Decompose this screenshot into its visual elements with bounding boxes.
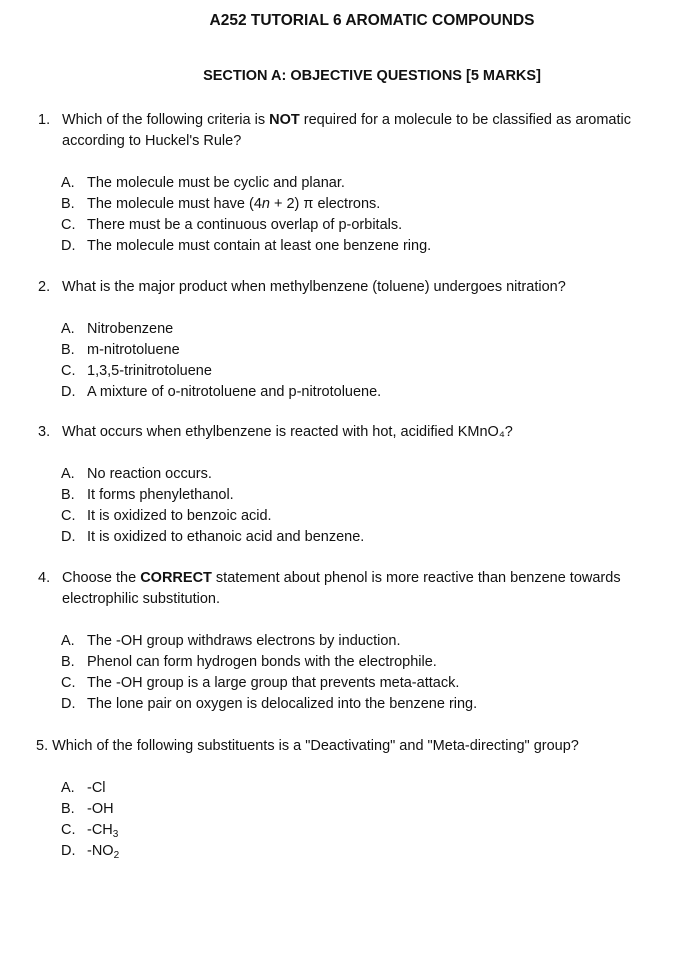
option-c: C. The -OH group is a large group that prevents meta-attack. [61,675,460,691]
question-5 [36,736,676,757]
question-number: 3. [38,424,51,440]
emphasis-not: NOT [269,112,300,128]
option-a: A. Nitrobenzene [61,321,174,337]
option-d: D. A mixture of o-nitrotoluene and p-nitrotoluene. [61,384,382,400]
options-q1 [61,173,621,257]
document-title: A252 TUTORIAL 6 AROMATIC COMPOUNDS [209,12,535,29]
question-number: 5. [36,738,49,754]
option-c: C. There must be a continuous overlap of p-orbitals. [61,217,403,233]
question-stem: Which of the following criteria is NOT required for a molecule to be classified as aromatic according to Huckel's Rule? [62,112,631,149]
question-2 [38,277,638,298]
question-4 [38,568,638,610]
question-stem: What occurs when ethylbenzene is reacted with hot, acidified KMnO₄? [62,424,513,440]
question-1 [38,110,638,152]
question-stem: What is the major product when methylbenzene (toluene) undergoes nitration? [62,279,566,295]
option-c: C. 1,3,5-trinitrotoluene [61,363,212,379]
option-d: D. It is oxidized to ethanoic acid and benzene. [61,529,365,545]
option-a: A. The molecule must be cyclic and planar. [61,175,345,191]
option-d: D. $-NO_2$ [61,843,120,861]
option-b: B. It forms phenylethanol. [61,487,234,503]
option-a: A. -Cl [61,780,106,796]
question-stem: Choose the CORRECT statement about phenol is more reactive than benzene towards electrophilic substitution. [62,570,621,607]
option-b: B. Phenol can form hydrogen bonds with the electrophile. [61,654,437,670]
question-3 [38,422,638,443]
option-b: B. The molecule must have (4n + 2) π electrons. [61,196,381,212]
question-number: 1. [38,112,51,128]
emphasis-correct: CORRECT [140,570,212,586]
options-q4 [61,631,621,715]
option-b: B. m-nitrotoluene [61,342,180,358]
option-c: C. $-CH_3$ [61,822,119,840]
options-q2 [61,319,621,403]
option-a: A. No reaction occurs. [61,466,212,482]
option-b: B. -OH [61,801,114,817]
option-d: D. The molecule must contain at least one benzene ring. [61,238,432,254]
question-stem: Which of the following substituents is a "Deactivating" and "Meta-directing" group? [52,738,579,754]
section-heading: SECTION A: OBJECTIVE QUESTIONS [5 MARKS] [203,68,541,84]
option-d: D. The lone pair on oxygen is delocalized into the benzene ring. [61,696,478,712]
option-c: C. It is oxidized to benzoic acid. [61,508,272,524]
question-number: 4. [38,570,51,586]
options-q5 [61,778,621,862]
option-a: A. The -OH group withdraws electrons by induction. [61,633,401,649]
options-q3 [61,464,621,548]
question-number: 2. [38,279,51,295]
